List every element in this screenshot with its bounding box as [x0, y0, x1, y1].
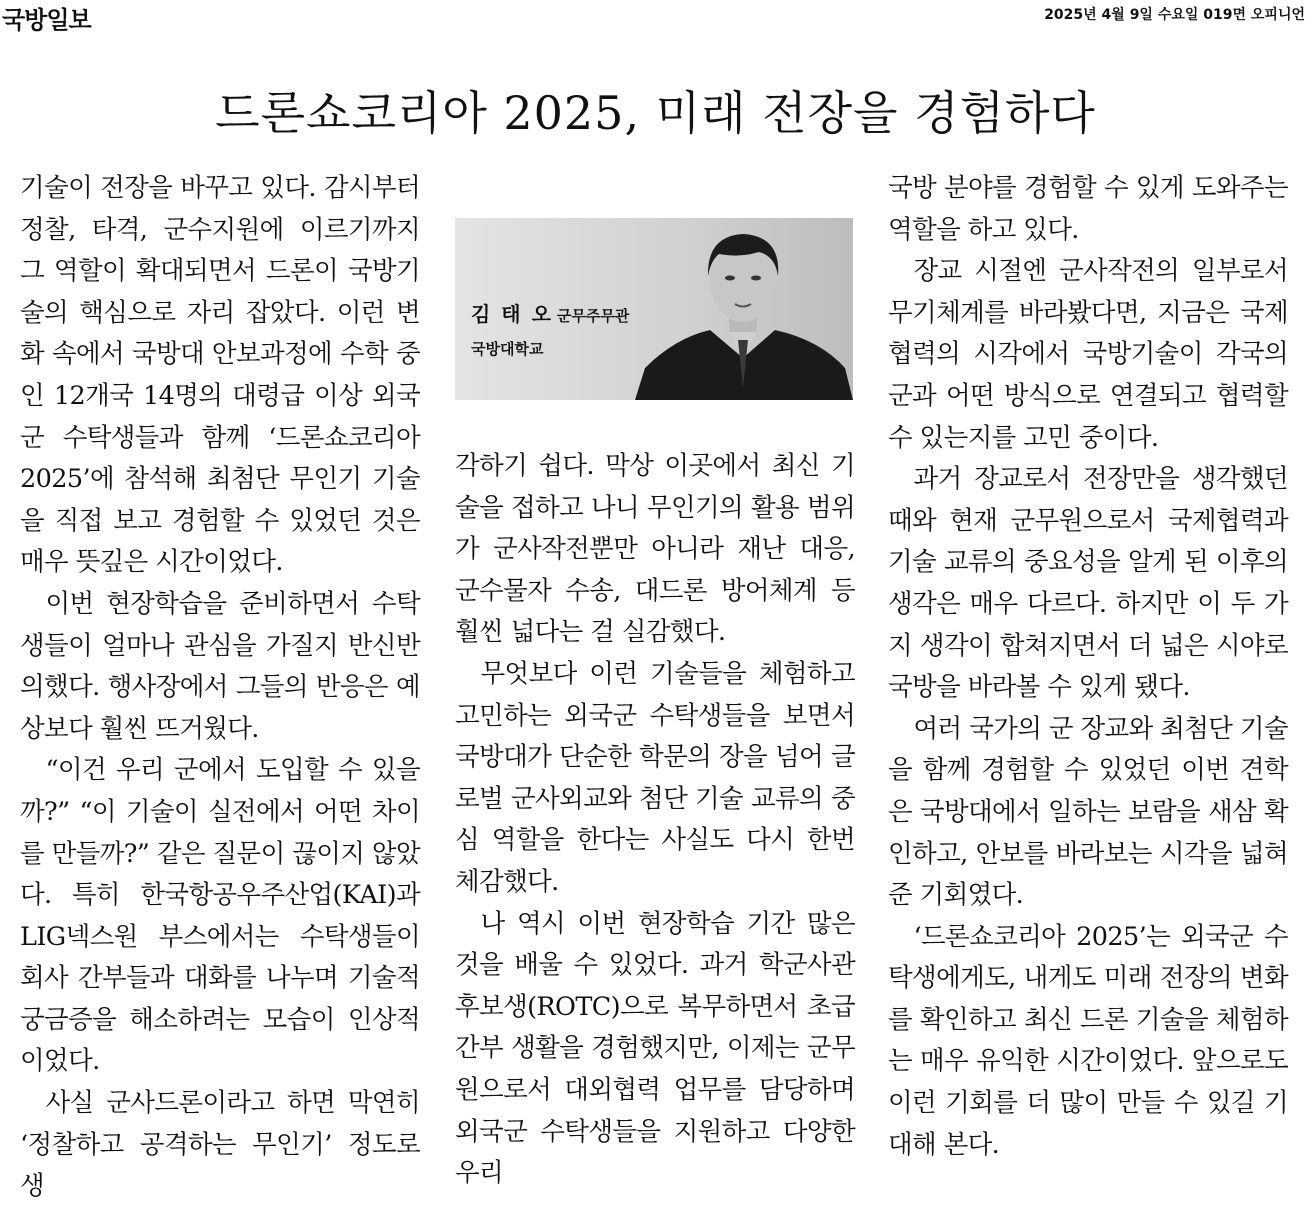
paragraph: 국방 분야를 경험할 수 있게 도와주는 역할을 하고 있다.: [888, 173, 1288, 245]
paragraph: 무엇보다 이런 기술들을 체험하고 고민하는 외국군 수탁생들을 보면서 국방대가 단순한 학문의 장을 넘어 글로벌 군사외교와 첨단 기술 교류의 중심 역할을 한다는 사실도 다시 한번 체감했다.: [455, 658, 855, 897]
paragraph: 장교 시절엔 군사작전의 일부로서 무기체계를 바라봤다면, 지금은 국제협력의 시각에서 국방기술이 각국의 군과 어떤 방식으로 연결되고 협력할 수 있는지를 고민 중이다.: [888, 256, 1288, 453]
article-column-1: [20, 168, 420, 1208]
paragraph: 나 역시 이번 현장학습 기간 많은 것을 배울 수 있었다. 과거 학군사관후보생(ROTC)으로 복무하면서 초급간부 생활을 경험했지만, 이제는 군무원으로서 대외협력 업무를 담당하며 외국군 수탁생들을 지원하고 다양한 우리: [455, 908, 855, 1189]
article-column-2: [455, 446, 855, 1195]
author-name: [471, 298, 629, 327]
author-organization: 국방대학교: [471, 340, 544, 358]
author-name-text: 김 태 오: [471, 302, 553, 326]
author-rank: 군무주무관: [556, 307, 630, 325]
article-headline: 드론쇼코리아 2025, 미래 전장을 경험하다: [215, 85, 1096, 140]
paragraph: ‘드론쇼코리아 2025’는 외국군 수탁생에게도, 내게도 미래 전장의 변화를 확인하고 최신 드론 기술을 체험하는 매우 유익한 시간이었다. 앞으로도 이런 기회를 더 많이 만들 수 있길 기대해 본다.: [888, 921, 1288, 1160]
paragraph: 이번 현장학습을 준비하면서 수탁생들이 얼마나 관심을 가질지 반신반의했다. 행사장에서 그들의 반응은 예상보다 훨씬 뜨거웠다.: [20, 588, 420, 744]
article-column-3: [888, 168, 1288, 1166]
paragraph: 기술이 전장을 바꾸고 있다. 감시부터 정찰, 타격, 군수지원에 이르기까지 그 역할이 확대되면서 드론이 국방기술의 핵심으로 자리 잡았다. 이런 변화 속에서 국방대 안보과정에 수학 중인 12개국 14명의 대령급 이상 외국군 수탁생들과 함께 ‘드론쇼코리아 2025’에 참석해 최첨단 무인기 기술을 직접 보고 경험할 수 있었던 것은 매우 뜻깊은 시간이었다.: [20, 173, 420, 578]
dateline: 2025년 4월 9일 수요일 019면 오피니언: [1044, 7, 1305, 23]
paragraph: 사실 군사드론이라고 하면 막연히 ‘정찰하고 공격하는 무인기’ 정도로 생: [20, 1088, 420, 1202]
paragraph: 과거 장교로서 전장만을 생각했던 때와 현재 군무원으로서 국제협력과 기술 교류의 중요성을 알게 된 이후의 생각은 매우 다르다. 하지만 이 두 가지 생각이 합쳐지면서 더 넓은 시야로 국방을 바라볼 수 있게 됐다.: [888, 464, 1288, 703]
paragraph: 각하기 쉽다. 막상 이곳에서 최신 기술을 접하고 나니 무인기의 활용 범위가 군사작전뿐만 아니라 재난 대응, 군수물자 수송, 대드론 방어체계 등 훨씬 넓다는 걸 실감했다.: [455, 451, 855, 648]
author-portrait-image: [635, 218, 853, 400]
newspaper-logo: 국방일보: [2, 6, 91, 34]
paragraph: “이건 우리 군에서 도입할 수 있을까?” “이 기술이 실전에서 어떤 차이를 만들까?” 같은 질문이 끊이지 않았다. 특히 한국항공우주산업(KAI)과 LIG넥스원 부스에서는 수탁생들이 회사 간부들과 대화를 나누며 기술적 궁금증을 해소하려는 모습이 인상적이었다.: [20, 755, 420, 1077]
paragraph: 여러 국가의 군 장교와 최첨단 기술을 함께 경험할 수 있었던 이번 견학은 국방대에서 일하는 보람을 새삼 확인하고, 안보를 바라보는 시각을 넓혀 준 기회였다.: [888, 713, 1288, 911]
author-photo: [455, 218, 853, 400]
